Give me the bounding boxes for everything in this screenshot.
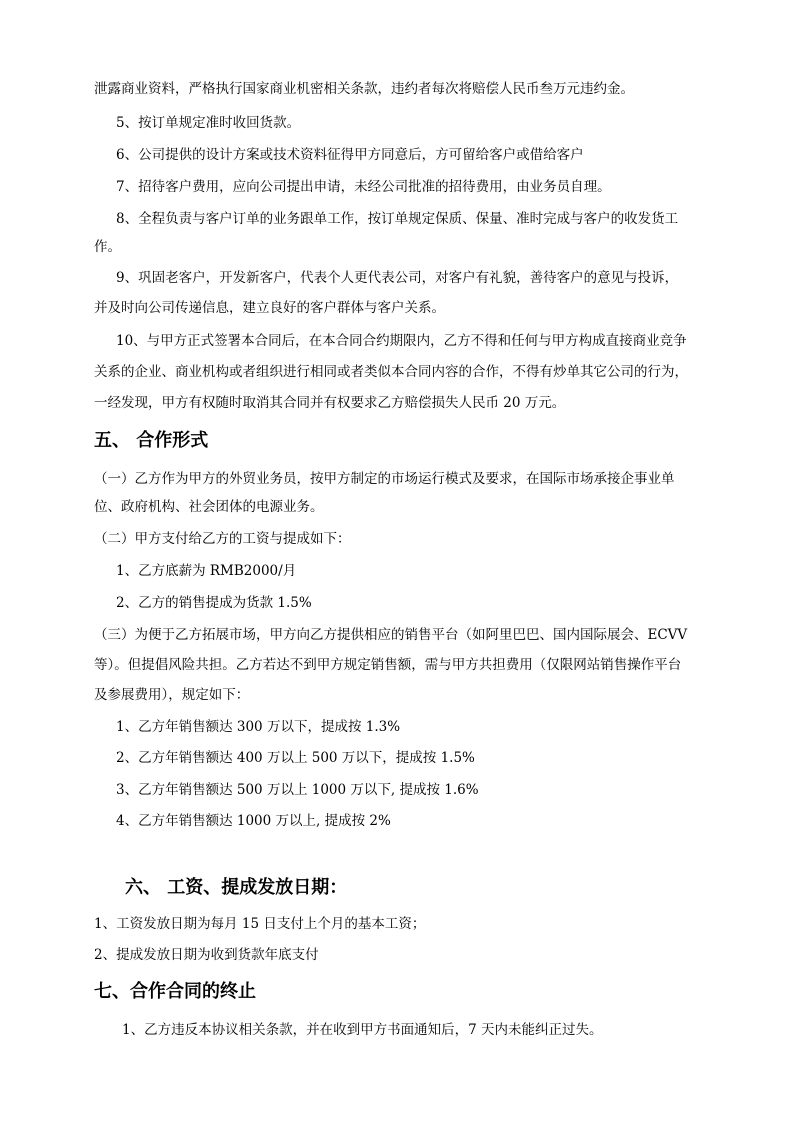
paragraph-line: 3、乙方年销售额达 500 万以上 1000 万以下, 提成按 1.6% (116, 782, 479, 798)
paragraph-line: 1、乙方底薪为 RMB2000/月 (116, 563, 297, 579)
paragraph-line: 6、公司提供的设计方案或技术资料征得甲方同意后，方可留给客户或借给客户 (116, 147, 584, 163)
paragraph-line: 1、乙方年销售额达 300 万以下，提成按 1.3% (116, 719, 401, 735)
paragraph-line: 位、政府机构、社会团体的电源业务。 (94, 499, 324, 515)
paragraph-line: 等）。但提倡风险共担。乙方若达不到甲方规定销售额，需与甲方共担费用（仅限网站销售操作平台 (94, 657, 682, 673)
paragraph-line: 并及时向公司传递信息，建立良好的客户群体与客户关系。 (94, 300, 445, 316)
section-heading-7: 七、合作合同的终止 (94, 981, 256, 1002)
paragraph-line: 7、招待客户费用，应向公司提出申请，未经公司批准的招待费用，由业务员自理。 (116, 179, 611, 195)
paragraph-line: （一）乙方作为甲方的外贸业务员，按甲方制定的市场运行模式及要求，在国际市场承接企事业单 (94, 471, 675, 487)
section-heading-6: 六、 工资、提成发放日期： (125, 877, 348, 898)
paragraph-line: 2、乙方的销售提成为货款 1.5% (116, 595, 312, 611)
paragraph-line: 泄露商业资料，严格执行国家商业机密相关条款，违约者每次将赔偿人民币叁万元违约金。 (94, 81, 634, 97)
paragraph-line: 2、乙方年销售额达 400 万以上 500 万以下，提成按 1.5% (116, 750, 475, 766)
paragraph-line: 作。 (94, 239, 121, 255)
paragraph-line: 关系的企业、商业机构或者组织进行相同或者类似本合同内容的合作，不得有炒单其它公司的行为， (94, 364, 688, 380)
section-heading-5: 五、 合作形式 (94, 430, 209, 451)
paragraph-line: 一经发现，甲方有权随时取消其合同并有权要求乙方赔偿损失人民币 20 万元。 (94, 395, 566, 411)
paragraph-line: 及参展费用），规定如下： (94, 687, 250, 703)
paragraph-line: 8、全程负责与客户订单的业务跟单工作，按订单规定保质、保量、准时完成与客户的收发货工 (116, 211, 679, 227)
paragraph-line: （二）甲方支付给乙方的工资与提成如下： (94, 531, 351, 547)
paragraph-line: 1、工资发放日期为每月 15 日支付上个月的基本工资； (94, 916, 426, 932)
paragraph-line: 5、按订单规定准时收回货款。 (116, 115, 301, 131)
paragraph-line: （三）为便于乙方拓展市场，甲方向乙方提供相应的销售平台（如阿里巴巴、国内国际展会、ECVV (94, 627, 688, 643)
paragraph-line: 9、巩固老客户，开发新客户，代表个人更代表公司，对客户有礼貌，善待客户的意见与投诉， (116, 270, 679, 286)
paragraph-line: 4、乙方年销售额达 1000 万以上, 提成按 2% (116, 813, 391, 829)
paragraph-line: 1、乙方违反本协议相关条款，并在收到甲方书面通知后，7 天内未能纠正过失。 (122, 1022, 603, 1038)
paragraph-line: 2、提成发放日期为收到货款年底支付 (94, 947, 319, 963)
paragraph-line: 10、与甲方正式签署本合同后，在本合同合约期限内，乙方不得和任何与甲方构成直接商业竞争 (116, 333, 687, 349)
